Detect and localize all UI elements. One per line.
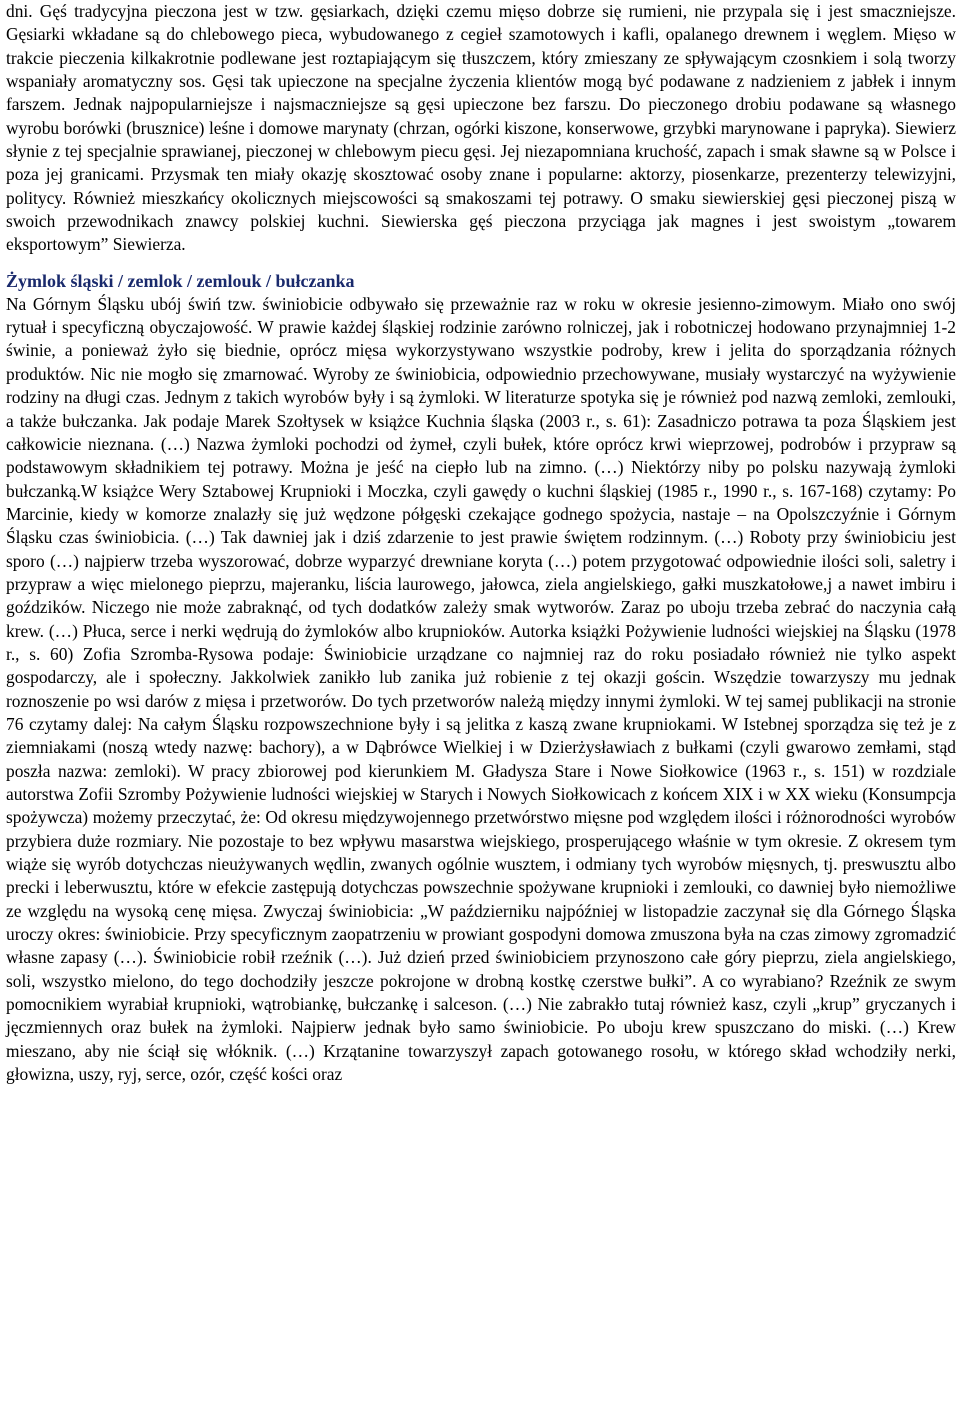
document-page <box>6 0 956 1086</box>
section-heading-zymlok: Żymlok śląski / zemlok / zemlouk / bułczanka <box>6 270 355 291</box>
paragraph-zymlok: Na Górnym Śląsku ubój świń tzw. świniobicie odbywało się przeważnie raz w roku w okresie jesienno-zimowym. Miało ono swój rytuał i specyficzną obyczajowość. W prawie każdej śląskiej rodzinie zarówno rolniczej, jak i robotniczej hodowano przynajmniej 1-2 świnie, a ponieważ żyło się biednie, oprócz mięsa wykorzystywano wszystkie podroby, krew i jelita do sporządzania różnych produktów. Nic nie mogło się zmarnować. Wyroby ze świniobicia, odpowiednio przechowywane, musiały wystarczyć na wyżywienie rodziny na długi czas. Jednym z takich wyrobów były i są żymloki. W literaturze spotyka się je również pod nazwą zemloki, zemlouki, a także bułczanka. Jak podaje Marek Szołtysek w książce Kuchnia śląska (2003 r., s. 61): Zasadniczo potrawa ta poza Śląskiem jest całkowicie nieznana. (…) Nazwa żymloki pochodzi od żymeł, czyli bułek, które oprócz krwi wieprzowej, podrobów i przypraw są podstawowym składnikiem tej potrawy. Można je jeść na ciepło lub na zimno. (…) Niektórzy niby po polsku nazywają żymloki bułczanką.W książce Wery Sztabowej Krupnioki i Moczka, czyli gawędy o kuchni śląskiej (1985 r., 1990 r., s. 167-168) czytamy: Po Marcinie, kiedy w komorze znalazły się już wędzone półgęski czekające godnego spożycia, nastaje – na Opolszczyźnie i Górnym Śląsku czas świniobicia. (…) Tak dawniej jak i dziś zdarzenie to jest prawie świętem rodzinnym. (…) Roboty przy świniobiciu jest sporo (…) najpierw trzeba wyszorować, dobrze wyparzyć drewniane koryta (…) potem przygotować odpowiednie ilości soli, saletry i przypraw a więc mielonego pieprzu, majeranku, liścia laurowego, jałowca, ziela angielskiego, gałki muszkatołowe,j a nawet imbiru i goździków. Niczego nie może zabraknąć, od tych dodatków zależy smak wytworów. Zaraz po uboju trzeba zebrać do naczynia całą krew. (…) Płuca, serce i nerki wędrują do żymloków albo krupnioków. Autorka książki Pożywienie ludności wiejskiej na Śląsku (1978 r., s. 60) Zofia Szromba-Rysowa podaje: Świniobicie urządzane co najmniej raz do roku posiadało również nie tylko aspekt gospodarczy, ale i społeczny. Jakkolwiek zanikło lub zanika już robienie z tej okazji gościn. Wszędzie towarzyszy mu jednak roznoszenie po wsi darów z mięsa i przetworów. Do tych przetworów należą między innymi żymloki. W tej samej publikacji na stronie 76 czytamy dalej: Na całym Śląsku rozpowszechnione były i są jelitka z kaszą zwane krupniokami. W Istebnej sporządza się też je z ziemniakami (noszą wtedy nazwę: bachory), a w Dąbrówce Wielkiej i w Dzierżysławiach z bułkami (czyli gwarowo zemłami, stąd poszła nazwa: zemloki). W pracy zbiorowej pod kierunkiem M. Gładysza Stare i Nowe Siołkowice (1963 r., s. 151) w rozdziale autorstwa Zofii Szromby Pożywienie ludności wiejskiej w Starych i Nowych Siołkowicach z końcem XIX i w XX wieku (Konsumpcja spożywcza) możemy przeczytać, że: Od okresu międzywojennego przetwórstwo mięsne pod względem ilości i różnorodności wyrobów przybiera duże rozmiary. Nie pozostaje to bez wpływu masarstwa wiejskiego, prosperującego właśnie w tym okresie. Z okresem tym wiąże się wyrób dotychczas nieużywanych wędlin, zwanych ogólnie wusztem, i odmiany tych wyrobów mięsnych, tj. preswusztu albo precki i leberwusztu, które w efekcie zastępują dotychczas powszechnie spożywane krupnioki i zemlouki, co dawniej było niemożliwe ze względu na wysoką cenę mięsa. Zwyczaj świniobicia: „W październiku najpóźniej w listopadzie zaczynał się dla Górnego Śląska uroczy okres: świniobicie. Przy specyficznym zaopatrzeniu w prowiant gospodyni domowa zmuszona była na czas zimowy zgromadzić własne zapasy (…). Świniobicie robił rzeźnik (…). Już dzień przed świniobiciem przynoszono całe góry pieprzu, ziela angielskiego, soli, wszystko mielono, do tego dochodziły jeszcze pokrojone w drobną kostkę czerstwe bułki”. A co wyrabiano? Rzeźnik ze swym pomocnikiem wyrabiał krupnioki, wątrobiankę, bułczankę i salceson. (…) Nie zabrakło tutaj również kasz, czyli „krup” gryczanych i jęczmiennych oraz bułek na żymloki. Najpierw jednak było samo świniobicie. Po uboju krew spuszczano do miski. (…) Krew mieszano, aby nie ściął się włóknik. (…) Krzątanine towarzyszył zapach gotowanego rosołu, w którego skład wchodziły nerki, głowizna, uszy, ryj, serce, ozór, część kości oraz <box>6 293 956 1085</box>
paragraph-roast-goose: dni. Gęś tradycyjna pieczona jest w tzw. gęsiarkach, dzięki czemu mięso dobrze się rumieni, nie przypala się i jest smaczniejsze. Gęsiarki wkładane są do chlebowego pieca, wybudowanego z cegieł szamotowych i kafli, opalanego drewnem i węglem. Mięso w trakcie pieczenia kilkakrotnie podlewane jest roztapiającym się tłuszczem, który zmieszany ze spływającym czosnkiem i solą tworzy wspaniały aromatyczny sos. Gęsi tak upieczone na specjalne życzenia klientów mogą być podawane z nadzieniem z jabłek i innym farszem. Jednak najpopularniejsze i najsmaczniejsze są gęsi upieczone bez farszu. Do pieczonego drobiu podawane są własnego wyrobu borówki (brusznice) leśne i domowe marynaty (chrzan, ogórki kiszone, konserwowe, grzybki marynowane i papryka). Siewierz słynie z tej specjalnie sprawianej, pieczonej w chlebowym piecu gęsi. Jej niezapomniana kruchość, zapach i smak sławne są w Polsce i poza jej granicami. Przysmak ten miały okazję skosztować osoby znane i popularne: aktorzy, piosenkarze, prezenterzy telewizyjni, politycy. Również mieszkańcy okolicznych miejscowości są smakoszami tej potrawy. O smaku siewierskiej gęsi pieczonej piszą w swoich przewodnikach znawcy polskiej kuchni. Siewierska gęś pieczona przyciąga jak magnes i jest swoistym „towarem eksportowym” Siewierza. <box>6 1 956 255</box>
